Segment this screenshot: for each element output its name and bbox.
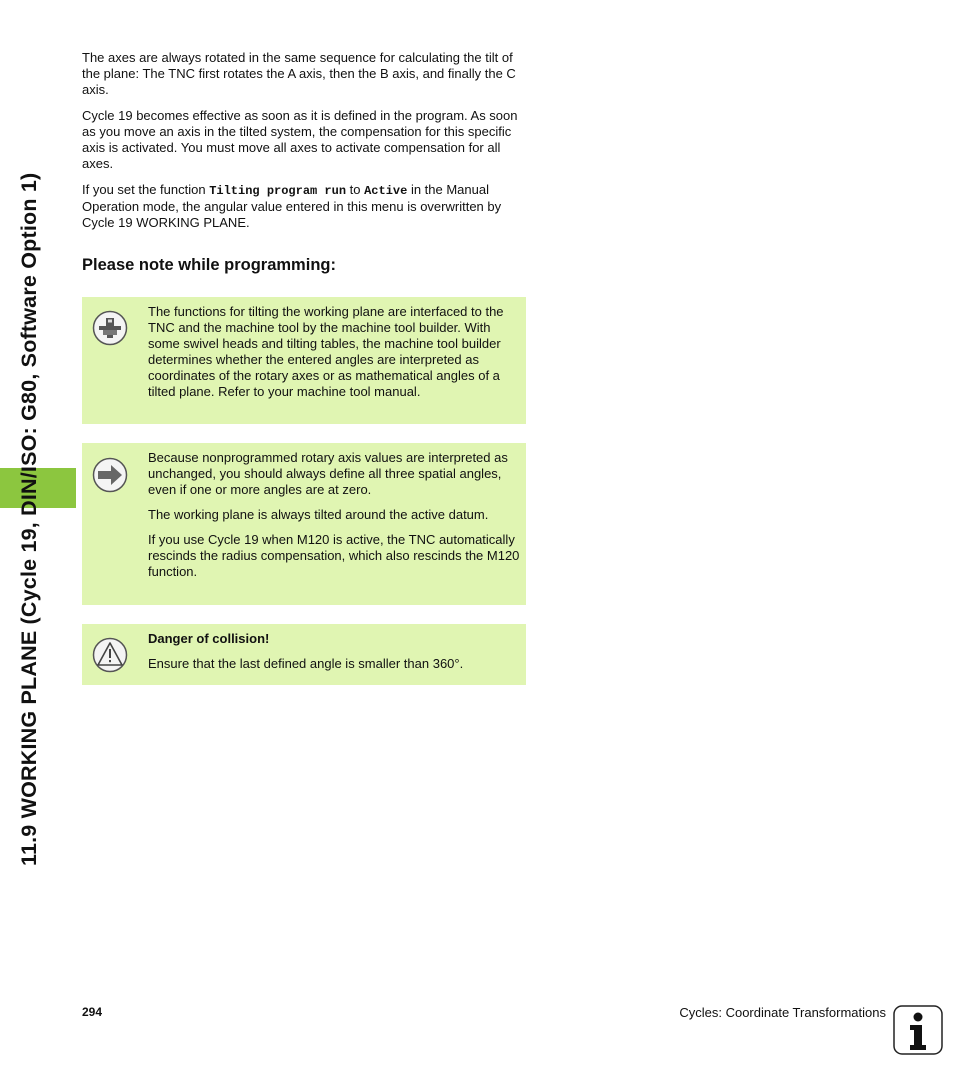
note-paragraph: The working plane is always tilted around the active datum. (148, 507, 489, 522)
section-heading: Please note while programming: (82, 256, 336, 274)
arrow-right-icon (92, 457, 128, 493)
note-text (148, 450, 520, 589)
text-segment: in the Manual Operation mode, the angular value entered in this menu is overwritten by Cycle 19 WORKING PLANE. (82, 182, 502, 230)
note-paragraph: Because nonprogrammed rotary axis values are interpreted as unchanged, you should always define all three spatial angles, even if one or more angles are at zero. (148, 450, 508, 497)
text-segment: If you set the function (82, 182, 210, 197)
warning-note-box (82, 624, 526, 685)
note-paragraph: If you use Cycle 19 when M120 is active, the TNC automatically rescinds the radius compensation, which also rescinds the M120 function. (148, 532, 520, 579)
machine-note-box (82, 297, 526, 424)
text-segment: to (346, 182, 365, 197)
note-text (148, 304, 520, 409)
main-content (82, 50, 526, 275)
code-tilting-program-run: Tilting program run (209, 184, 347, 198)
paragraph-manual-operation (82, 182, 526, 231)
chapter-side-title: 11.9 WORKING PLANE (Cycle 19, DIN/ISO: G80, Software Option 1) (17, 172, 41, 866)
note-paragraph: Ensure that the last defined angle is smaller than 360°. (148, 656, 464, 671)
warning-icon (92, 637, 128, 673)
page-number: 294 (82, 1005, 103, 1019)
paragraph-cycle-effective: Cycle 19 becomes effective as soon as it is defined in the program. As soon as you move an axis in the tilted system, the compensation for this specific axis is activated. You must move all axes to activate compensation for all axes. (82, 108, 518, 171)
machine-icon (92, 310, 128, 346)
note-paragraph: The functions for tilting the working plane are interfaced to the TNC and the machine tool by the machine tool builder. With some swivel heads and tilting tables, the machine tool builder determines whether the entered angles are interpreted as coordinates of the rotary axes or as mathematical angles of a tilted plane. Refer to your machine tool manual. (148, 304, 504, 399)
footer-chapter-title: Cycles: Coordinate Transformations (679, 1005, 886, 1020)
code-active: Active (364, 184, 408, 198)
tip-note-box (82, 443, 526, 605)
note-text (148, 631, 520, 681)
warning-title: Danger of collision! (148, 631, 270, 646)
info-icon (893, 1005, 943, 1055)
paragraph-rotation-sequence: The axes are always rotated in the same sequence for calculating the tilt of the plane: The TNC first rotates the A axis, then the B axis, and finally the C axis. (82, 50, 516, 97)
